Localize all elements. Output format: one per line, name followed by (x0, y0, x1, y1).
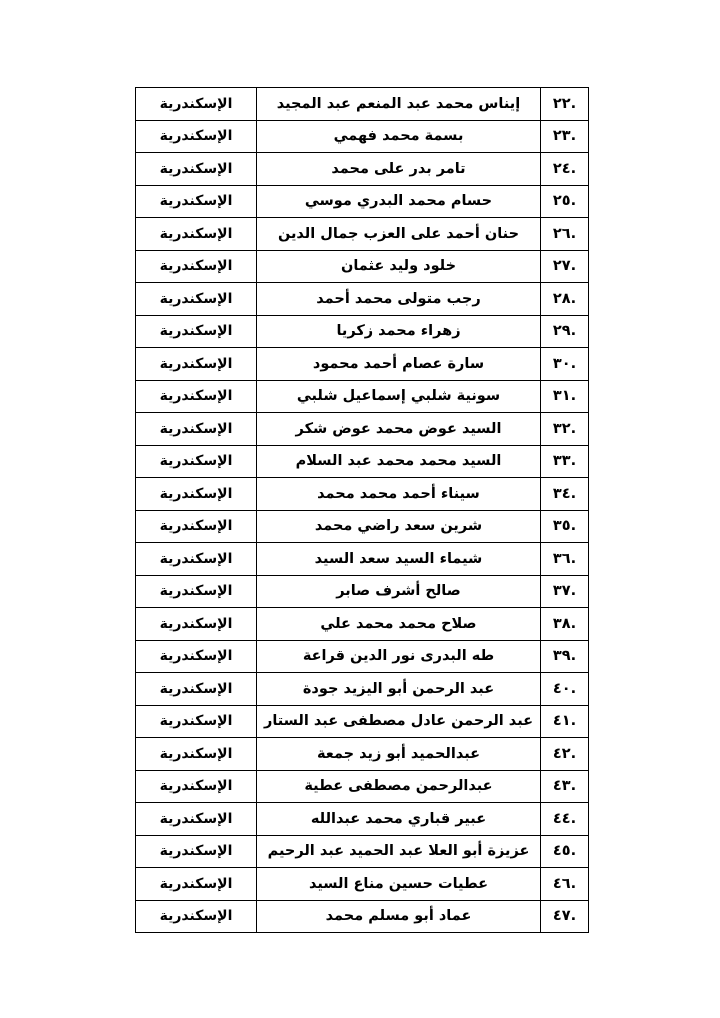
table-row (136, 835, 589, 868)
city-name: الإسكندرية (136, 575, 257, 608)
table-row (136, 543, 589, 576)
person-name: رجب متولى محمد أحمد (257, 283, 541, 316)
row-number: .٢٦ (541, 218, 589, 251)
row-number: .٣٠ (541, 348, 589, 381)
row-number: .٢٧ (541, 250, 589, 283)
person-name: عزيزة أبو العلا عبد الحميد عبد الرحيم (257, 835, 541, 868)
person-name: عبير قباري محمد عبدالله (257, 803, 541, 836)
row-number: .٣١ (541, 380, 589, 413)
city-name: الإسكندرية (136, 673, 257, 706)
table-row (136, 315, 589, 348)
city-name: الإسكندرية (136, 543, 257, 576)
table-row (136, 348, 589, 381)
table-row (136, 705, 589, 738)
table-row (136, 738, 589, 771)
city-name: الإسكندرية (136, 250, 257, 283)
row-number: .٣٥ (541, 510, 589, 543)
city-name: الإسكندرية (136, 218, 257, 251)
city-name: الإسكندرية (136, 770, 257, 803)
person-name: سونية شلبي إسماعيل شلبي (257, 380, 541, 413)
city-name: الإسكندرية (136, 640, 257, 673)
table-row (136, 640, 589, 673)
person-name: سارة عصام أحمد محمود (257, 348, 541, 381)
city-name: الإسكندرية (136, 900, 257, 933)
city-name: الإسكندرية (136, 705, 257, 738)
row-number: .٤٣ (541, 770, 589, 803)
city-name: الإسكندرية (136, 835, 257, 868)
person-name: عبدالرحمن مصطفى عطية (257, 770, 541, 803)
table-row (136, 185, 589, 218)
table-row (136, 510, 589, 543)
row-number: .٢٨ (541, 283, 589, 316)
row-number: .٣٦ (541, 543, 589, 576)
table-row (136, 445, 589, 478)
row-number: .٣٣ (541, 445, 589, 478)
person-name: عطيات حسين مناع السيد (257, 868, 541, 901)
row-number: .٤٠ (541, 673, 589, 706)
table-row (136, 770, 589, 803)
city-name: الإسكندرية (136, 315, 257, 348)
table-row (136, 575, 589, 608)
person-name: خلود وليد عثمان (257, 250, 541, 283)
row-number: .٤٦ (541, 868, 589, 901)
names-table (135, 87, 589, 933)
table-row (136, 153, 589, 186)
row-number: .٣٧ (541, 575, 589, 608)
city-name: الإسكندرية (136, 153, 257, 186)
person-name: بسمة محمد فهمي (257, 120, 541, 153)
table-row (136, 88, 589, 121)
row-number: .٣٩ (541, 640, 589, 673)
table-row (136, 413, 589, 446)
city-name: الإسكندرية (136, 803, 257, 836)
person-name: شرين سعد راضي محمد (257, 510, 541, 543)
table-row (136, 250, 589, 283)
table-row (136, 673, 589, 706)
row-number: .٤٢ (541, 738, 589, 771)
row-number: .٣٤ (541, 478, 589, 511)
person-name: طه البدرى نور الدين قراعة (257, 640, 541, 673)
city-name: الإسكندرية (136, 380, 257, 413)
table-row (136, 218, 589, 251)
row-number: .٤٥ (541, 835, 589, 868)
row-number: .٢٣ (541, 120, 589, 153)
table-row (136, 380, 589, 413)
person-name: السيد محمد محمد عبد السلام (257, 445, 541, 478)
city-name: الإسكندرية (136, 348, 257, 381)
city-name: الإسكندرية (136, 510, 257, 543)
person-name: عبدالحميد أبو زيد جمعة (257, 738, 541, 771)
city-name: الإسكندرية (136, 608, 257, 641)
row-number: .٢٢ (541, 88, 589, 121)
table-row (136, 478, 589, 511)
names-table-body (136, 88, 589, 933)
person-name: عبد الرحمن أبو اليزيد جودة (257, 673, 541, 706)
person-name: إيناس محمد عبد المنعم عبد المجيد (257, 88, 541, 121)
city-name: الإسكندرية (136, 868, 257, 901)
row-number: .٤٧ (541, 900, 589, 933)
row-number: .٣٢ (541, 413, 589, 446)
table-row (136, 283, 589, 316)
table-row (136, 868, 589, 901)
person-name: عبد الرحمن عادل مصطفى عبد الستار (257, 705, 541, 738)
row-number: .٣٨ (541, 608, 589, 641)
person-name: سيناء أحمد محمد محمد (257, 478, 541, 511)
person-name: زهراء محمد زكريا (257, 315, 541, 348)
row-number: .٢٤ (541, 153, 589, 186)
city-name: الإسكندرية (136, 120, 257, 153)
person-name: حنان أحمد على العزب جمال الدين (257, 218, 541, 251)
person-name: تامر بدر على محمد (257, 153, 541, 186)
person-name: السيد عوض محمد عوض شكر (257, 413, 541, 446)
person-name: صلاح محمد محمد علي (257, 608, 541, 641)
row-number: .٤١ (541, 705, 589, 738)
table-row (136, 900, 589, 933)
person-name: عماد أبو مسلم محمد (257, 900, 541, 933)
table-row (136, 120, 589, 153)
city-name: الإسكندرية (136, 738, 257, 771)
table-row (136, 608, 589, 641)
city-name: الإسكندرية (136, 478, 257, 511)
row-number: .٤٤ (541, 803, 589, 836)
person-name: شيماء السيد سعد السيد (257, 543, 541, 576)
city-name: الإسكندرية (136, 445, 257, 478)
row-number: .٢٥ (541, 185, 589, 218)
person-name: حسام محمد البدري موسي (257, 185, 541, 218)
row-number: .٢٩ (541, 315, 589, 348)
city-name: الإسكندرية (136, 88, 257, 121)
person-name: صالح أشرف صابر (257, 575, 541, 608)
table-row (136, 803, 589, 836)
city-name: الإسكندرية (136, 413, 257, 446)
city-name: الإسكندرية (136, 185, 257, 218)
city-name: الإسكندرية (136, 283, 257, 316)
